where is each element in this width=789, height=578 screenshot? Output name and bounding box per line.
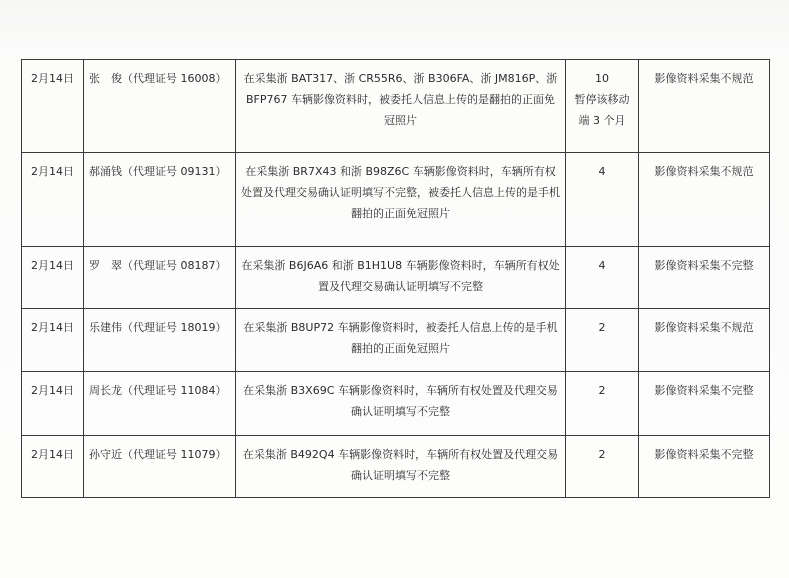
- description-cell: 在采集浙 B8UP72 车辆影像资料时，被委托人信息上传的是手机翻拍的正面免冠照片: [236, 309, 566, 372]
- table-row: [22, 153, 770, 247]
- date-cell: 2月14日: [22, 247, 84, 309]
- points-cell: [566, 309, 639, 372]
- points-value: 2: [598, 448, 606, 461]
- reason-cell: 影像资料采集不完整: [639, 372, 770, 436]
- agent-cell: 周长龙（代理证号 11084）: [84, 372, 236, 436]
- points-cell: [566, 247, 639, 309]
- reason-cell: 影像资料采集不规范: [639, 309, 770, 372]
- agent-cell: 张 俊（代理证号 16008）: [84, 60, 236, 153]
- points-value: 2: [598, 384, 606, 397]
- agent-cell: 孙守近（代理证号 11079）: [84, 436, 236, 498]
- agent-cell: 郝涌钱（代理证号 09131）: [84, 153, 236, 247]
- points-cell: [566, 153, 639, 247]
- points-cell: [566, 372, 639, 436]
- date-cell: 2月14日: [22, 309, 84, 372]
- points-cell: [566, 436, 639, 498]
- penalty-records-table: [21, 59, 770, 498]
- table-row: [22, 372, 770, 436]
- description-cell: 在采集浙 BAT317、浙 CR55R6、浙 B306FA、浙 JM816P、浙 BFP767 车辆影像资料时，被委托人信息上传的是翻拍的正面免冠照片: [236, 60, 566, 153]
- description-cell: 在采集浙 BR7X43 和浙 B98Z6C 车辆影像资料时，车辆所有权处置及代理交易确认证明填写不完整，被委托人信息上传的是手机翻拍的正面免冠照片: [236, 153, 566, 247]
- suspension-note: 暂停该移动端 3 个月: [574, 93, 630, 127]
- reason-cell: 影像资料采集不规范: [639, 153, 770, 247]
- points-value: 2: [598, 321, 606, 334]
- description-cell: 在采集浙 B3X69C 车辆影像资料时，车辆所有权处置及代理交易确认证明填写不完整: [236, 372, 566, 436]
- points-cell: [566, 60, 639, 153]
- reason-cell: 影像资料采集不完整: [639, 436, 770, 498]
- points-value: 4: [598, 165, 606, 178]
- table-row: [22, 309, 770, 372]
- reason-cell: 影像资料采集不完整: [639, 247, 770, 309]
- table-row: [22, 436, 770, 498]
- date-cell: 2月14日: [22, 153, 84, 247]
- date-cell: 2月14日: [22, 60, 84, 153]
- points-value: 4: [598, 259, 606, 272]
- points-value: 10: [595, 72, 609, 85]
- description-cell: 在采集浙 B492Q4 车辆影像资料时，车辆所有权处置及代理交易确认证明填写不完整: [236, 436, 566, 498]
- agent-cell: 乐建伟（代理证号 18019）: [84, 309, 236, 372]
- date-cell: 2月14日: [22, 372, 84, 436]
- description-cell: 在采集浙 B6J6A6 和浙 B1H1U8 车辆影像资料时，车辆所有权处置及代理交易确认证明填写不完整: [236, 247, 566, 309]
- table-row: [22, 60, 770, 153]
- date-cell: 2月14日: [22, 436, 84, 498]
- agent-cell: 罗 翠（代理证号 08187）: [84, 247, 236, 309]
- table-row: [22, 247, 770, 309]
- reason-cell: 影像资料采集不规范: [639, 60, 770, 153]
